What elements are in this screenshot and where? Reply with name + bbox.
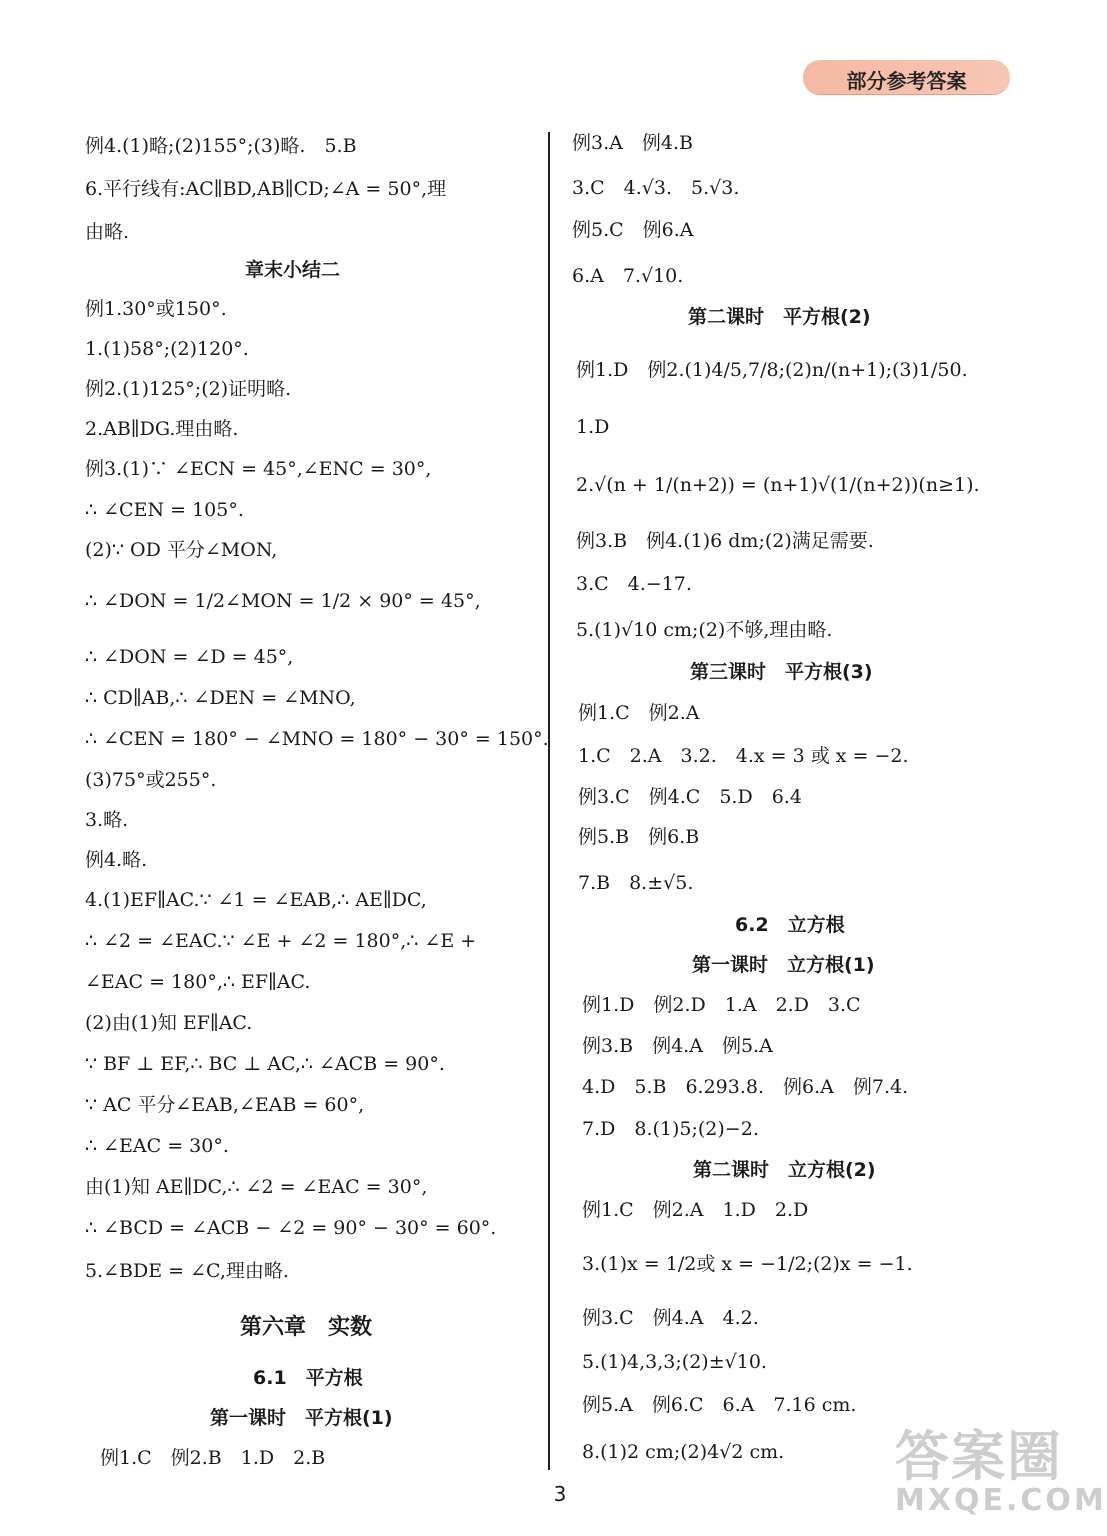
answer-line: 1.(1)58°;(2)120°.	[85, 338, 249, 360]
answer-line: ∵ AC 平分∠EAB,∠EAB = 60°,	[85, 1094, 365, 1116]
answer-line: 例1.D 例2.(1)4/5,7/8;(2)n/(n+1);(3)1/50.	[576, 359, 968, 381]
answer-line: 5.(1)√10 cm;(2)不够,理由略.	[576, 619, 833, 641]
answer-line: (2)∵ OD 平分∠MON,	[85, 539, 278, 561]
answer-line: 3.C 4.√3. 5.√3.	[572, 177, 740, 199]
answer-line: ∴ ∠EAC = 30°.	[85, 1135, 229, 1157]
answer-line: ∴ ∠BCD = ∠ACB − ∠2 = 90° − 30° = 60°.	[85, 1217, 497, 1239]
answer-line: 例5.B 例6.B	[578, 826, 700, 848]
answer-line: 例3.A 例4.B	[572, 132, 693, 154]
page-number: 3	[553, 1482, 567, 1506]
section-badge-label: 部分参考答案	[846, 69, 967, 93]
lesson-heading: 第三课时 平方根(3)	[690, 661, 873, 683]
answer-line: 4.D 5.B 6.293.8. 例6.A 例7.4.	[582, 1076, 909, 1098]
answer-line: 1.D	[576, 416, 610, 438]
answer-line: 5.∠BDE = ∠C,理由略.	[85, 1260, 289, 1282]
lesson-heading: 第二课时 立方根(2)	[693, 1159, 876, 1181]
section-heading: 6.2 立方根	[735, 914, 845, 936]
answer-line: 6.平行线有:AC∥BD,AB∥CD;∠A = 50°,理	[85, 178, 447, 200]
answer-line: ∴ ∠2 = ∠EAC.∵ ∠E + ∠2 = 180°,∴ ∠E +	[85, 930, 477, 952]
answer-line: 例4.略.	[85, 849, 148, 871]
answer-line: 3.(1)x = 1/2或 x = −1/2;(2)x = −1.	[582, 1253, 913, 1275]
answer-line: 例3.(1)∵ ∠ECN = 45°,∠ENC = 30°,	[85, 458, 432, 480]
watermark	[895, 1425, 1107, 1518]
answer-line: 例1.C 例2.A	[578, 702, 700, 724]
watermark-line1: 答案圈	[895, 1425, 1063, 1488]
section-heading: 6.1 平方根	[253, 1367, 363, 1389]
answer-line: ∴ ∠DON = ∠D = 45°,	[85, 646, 294, 668]
answer-line: 例4.(1)略;(2)155°;(3)略. 5.B	[85, 135, 357, 157]
answer-line: 4.(1)EF∥AC.∵ ∠1 = ∠EAB,∴ AE∥DC,	[85, 889, 427, 911]
column-divider	[548, 132, 550, 1470]
answer-line: 例3.C 例4.A 4.2.	[582, 1307, 759, 1329]
answer-line: 3.C 4.−17.	[576, 573, 692, 595]
answer-line: 例1.C 例2.B 1.D 2.B	[100, 1447, 326, 1469]
answer-line: 例5.C 例6.A	[572, 219, 694, 241]
answer-line: 例2.(1)125°;(2)证明略.	[85, 378, 292, 400]
answer-line: 例1.C 例2.A 1.D 2.D	[582, 1199, 809, 1221]
answer-line: 例5.A 例6.C 6.A 7.16 cm.	[582, 1394, 857, 1416]
answer-line: ∴ ∠CEN = 180° − ∠MNO = 180° − 30° = 150°.	[85, 728, 549, 750]
answer-line: 2.√(n + 1/(n+2)) = (n+1)√(1/(n+2))(n≥1).	[576, 474, 980, 496]
answer-line: 6.A 7.√10.	[572, 265, 684, 287]
answer-line: ∴ CD∥AB,∴ ∠DEN = ∠MNO,	[85, 687, 356, 709]
answer-line: 2.AB∥DG.理由略.	[85, 418, 239, 440]
answer-line: 由(1)知 AE∥DC,∴ ∠2 = ∠EAC = 30°,	[85, 1176, 428, 1198]
answer-line: 例1.D 例2.D 1.A 2.D 3.C	[582, 994, 861, 1016]
answer-line: 例3.B 例4.(1)6 dm;(2)满足需要.	[576, 530, 874, 552]
answer-line: (3)75°或255°.	[85, 769, 217, 791]
answer-line: 例1.30°或150°.	[85, 298, 227, 320]
section-heading: 章末小结二	[245, 259, 341, 281]
answer-line: ∵ BF ⊥ EF,∴ BC ⊥ AC,∴ ∠ACB = 90°.	[85, 1053, 445, 1075]
answer-line: ∴ ∠DON = 1/2∠MON = 1/2 × 90° = 45°,	[85, 590, 481, 612]
section-badge	[803, 60, 1010, 94]
answer-line: 由略.	[85, 221, 130, 243]
answer-line: 例3.B 例4.A 例5.A	[582, 1035, 773, 1057]
watermark-line2: MXQE.COM	[895, 1483, 1107, 1518]
answer-line: ∴ ∠CEN = 105°.	[85, 499, 244, 521]
answer-line: 7.D 8.(1)5;(2)−2.	[582, 1118, 759, 1140]
answer-line: 1.C 2.A 3.2. 4.x = 3 或 x = −2.	[578, 745, 909, 767]
answer-line: (2)由(1)知 EF∥AC.	[85, 1012, 253, 1034]
answer-line: 3.略.	[85, 809, 129, 831]
answer-line: 8.(1)2 cm;(2)4√2 cm.	[582, 1441, 785, 1463]
answer-line: ∠EAC = 180°,∴ EF∥AC.	[85, 971, 311, 993]
answer-line: 5.(1)4,3,3;(2)±√10.	[582, 1351, 767, 1373]
lesson-heading: 第一课时 立方根(1)	[692, 954, 875, 976]
chapter-heading: 第六章 实数	[240, 1315, 373, 1340]
answer-line: 例3.C 例4.C 5.D 6.4	[578, 786, 802, 808]
lesson-heading: 第二课时 平方根(2)	[688, 306, 871, 328]
lesson-heading: 第一课时 平方根(1)	[210, 1407, 393, 1429]
answer-line: 7.B 8.±√5.	[578, 872, 694, 894]
